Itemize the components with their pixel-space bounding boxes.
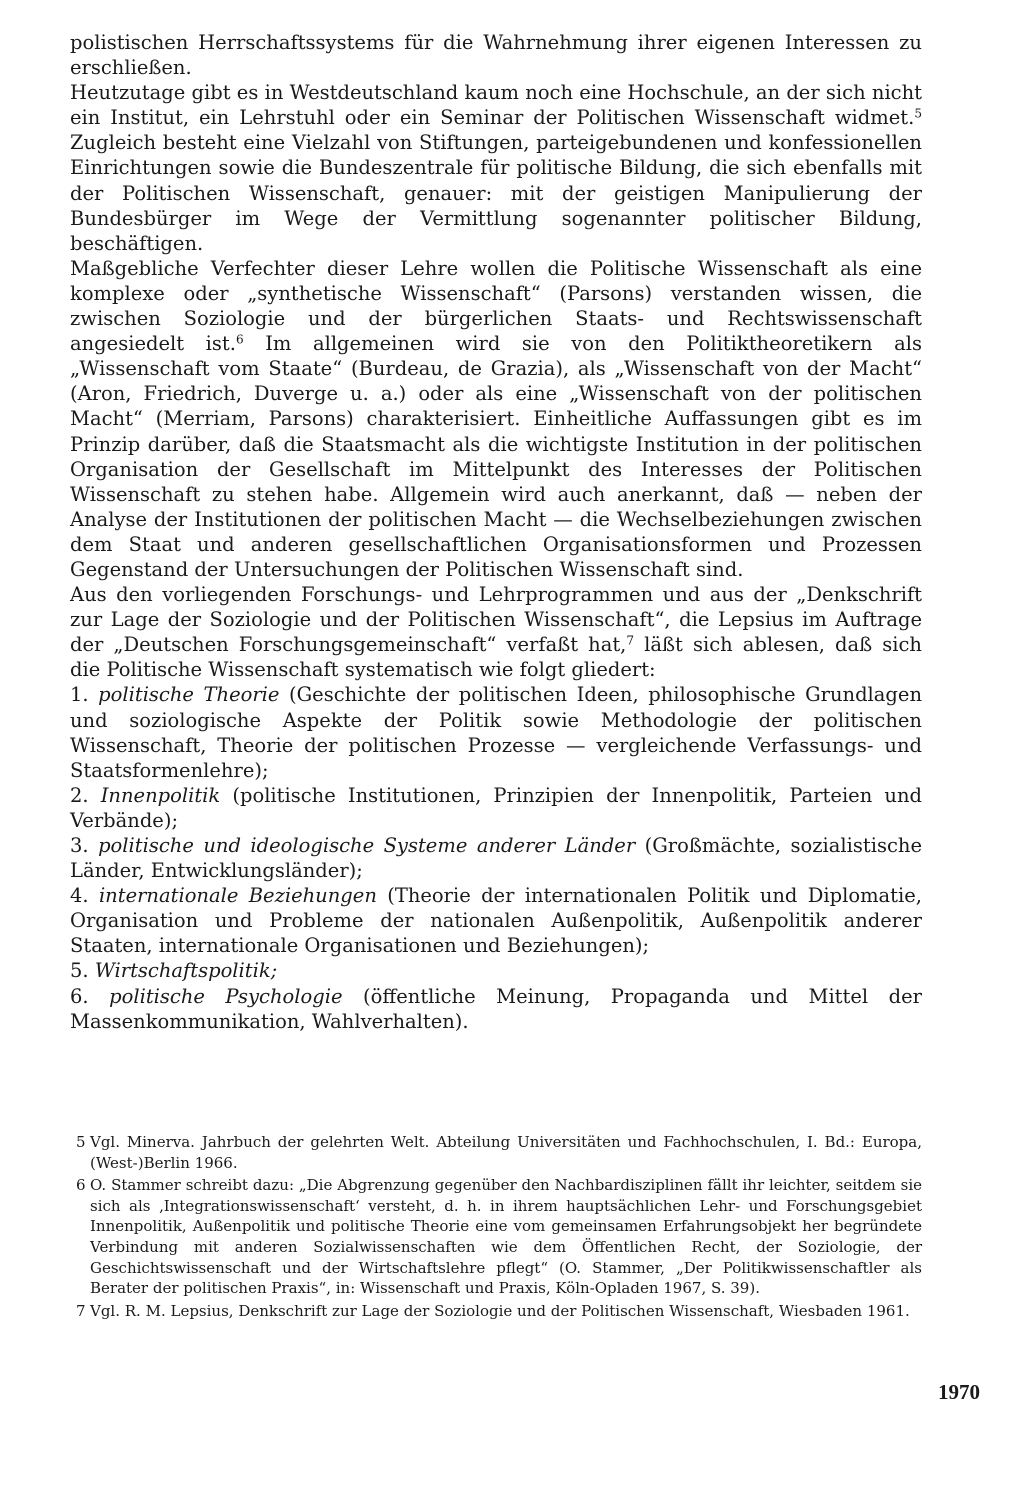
list-desc: (öffentliche Meinung, Propaganda und Mittel der Massenkommunikation, Wahlverhalten). (70, 984, 922, 1033)
paragraph (70, 256, 922, 582)
paragraph-text: Heutzutage gibt es in Westdeutschland kaum noch eine Hochschule, an der sich nicht ein Institut, ein Lehrstuhl oder ein Seminar der Politischen Wissenschaft widmet. (70, 81, 922, 130)
footnote-text: Vgl. Minerva. Jahrbuch der gelehrten Welt. Abteilung Universitäten und Fachhochschulen, I. Bd.: Europa, (West-)Berlin 1966. (90, 1133, 922, 1172)
paragraph-text: Maßgebliche Verfechter dieser Lehre wollen die Politische Wissenschaft als eine komplexe oder „synthetische Wissenschaft“ (Parsons) verstanden wissen, die zwischen Soziologie und der bürgerlichen Staats- und Rechtswissenschaft angesiedelt ist. (70, 256, 922, 356)
list-desc: (Geschichte der politischen Ideen, philosophische Grundlagen und soziologische Aspekte der Politik sowie Methodologie der politischen Wissenschaft, Theorie der politischen Prozesse — vergleichende Verfassungs- und Staatsformenlehre); (70, 683, 923, 782)
list-item (70, 682, 922, 782)
paragraph-text: Aus den vorliegenden Forschungs- und Lehrprogrammen und aus der „Denkschrift zur Lage der Soziologie und der Politischen Wissenschaft“, die Lepsius im Auftrage der „Deutschen Forschungsgemeinschaft“ verfaßt hat, (70, 583, 922, 657)
footnote (70, 1175, 922, 1299)
list-item (70, 783, 922, 833)
footnote-ref: 5 (914, 106, 922, 121)
footnotes (70, 1132, 922, 1323)
paragraph (70, 582, 922, 682)
list-number: 3. (70, 834, 99, 857)
list-number: 6. (70, 984, 110, 1008)
list-number: 1. (70, 683, 99, 707)
footnote-ref: 6 (235, 332, 244, 347)
paragraph-text: läßt sich ablesen, daß sich die Politische Wissenschaft systematisch wie folgt gliedert: (70, 633, 922, 682)
footnote-text: O. Stammer schreibt dazu: „Die Abgrenzung gegenüber den Nachbardisziplinen fällt ihr leichter, seitdem sie sich als ‚Integrationswissenschaft‘ versteht, d. h. in ihrem hauptsächlichen Lehr- und Forschungsgebiet Innenpolitik, Außenpolitik und politische Theorie eine vom gemeinsamen Erfahrungsobjekt her begründete Verbindung mit anderen Sozialwissenschaften wie dem Öffentlichen Recht, der Soziologie, der Geschichtswissenschaft und der Wirtschaftslehre pflegt“ (O. Stammer, „Der Politikwissenschaftler als Berater der politischen Praxis“, in: Wissenschaft und Praxis, Köln-Opladen 1967, S. 39). (90, 1176, 922, 1298)
footnote (70, 1132, 922, 1173)
list-desc: (Großmächte, sozialistische Länder, Entwicklungsländer); (70, 834, 922, 883)
list-term: Innenpolitik (100, 783, 221, 807)
page-body (70, 30, 922, 1034)
list-term: politische Psychologie (109, 984, 343, 1008)
footnote-number: 6 (76, 1176, 86, 1195)
page-number: 1970 (938, 1380, 980, 1404)
paragraph-text: Im allgemeinen wird sie von den Politiktheoretikern als „Wissenschaft vom Staate“ (Burdeau, de Grazia), als „Wissenschaft von der Macht“ (Aron, Friedrich, Duverge u. a.) oder als eine „Wissenschaft von der politischen Macht“ (Merriam, Parsons) charakterisiert. Einheitliche Auffassungen gibt es im Prinzip darüber, daß die Staatsmacht als die wichtigste Institution in der politischen Organisation der Gesellschaft im Mittelpunkt des Interesses der Politischen Wissenschaft zu stehen habe. Allgemein wird auch anerkannt, daß — neben der Analyse der Institutionen der politischen Macht — die Wechselbeziehungen zwischen dem Staat und anderen gesellschaftlichen Organisationsformen und Prozessen Gegenstand der Untersuchungen der Politischen Wissenschaft sind. (70, 332, 922, 581)
list-term: politische Theorie (98, 683, 280, 707)
list-item (70, 883, 922, 958)
list-number: 5. (70, 959, 95, 983)
footnote-ref: 7 (626, 633, 635, 648)
list-term: Wirtschaftspolitik; (94, 959, 278, 983)
main-text (70, 30, 922, 1034)
footnote (70, 1301, 922, 1322)
footnote-number: 5 (76, 1133, 86, 1151)
list-desc: (politische Institutionen, Prinzipien der Innenpolitik, Parteien und Verbände); (70, 783, 922, 832)
footnote-text: Vgl. R. M. Lepsius, Denkschrift zur Lage der Soziologie und der Politischen Wissenschaft, Wiesbaden 1961. (90, 1301, 910, 1320)
list-item (70, 958, 922, 983)
footnote-number: 7 (76, 1301, 86, 1320)
paragraph (70, 80, 922, 256)
paragraph-continuation: polistischen Herrschaftssystems für die Wahrnehmung ihrer eigenen Interessen zu erschließen. (70, 31, 922, 80)
list-number: 2. (70, 783, 101, 807)
list-desc: (Theorie der internationalen Politik und Diplomatie, Organisation und Probleme der nationalen Außenpolitik, Außenpolitik anderer Staaten, internationale Organisationen und Beziehungen); (70, 884, 922, 958)
list-item (70, 833, 922, 883)
list-number: 4. (70, 884, 99, 908)
list-term: internationale Beziehungen (98, 884, 377, 908)
paragraph-text: Zugleich besteht eine Vielzahl von Stiftungen, parteigebundenen und konfessionellen Einrichtungen sowie die Bundeszentrale für politische Bildung, die sich ebenfalls mit der Politischen Wissenschaft, genauer: mit der geistigen Manipulierung der Bundesbürger im Wege der Vermittlung sogenannter politischer Bildung, beschäftigen. (70, 131, 922, 255)
list-term: politische und ideologische Systeme anderer Länder (98, 834, 636, 857)
list-item (70, 984, 922, 1034)
